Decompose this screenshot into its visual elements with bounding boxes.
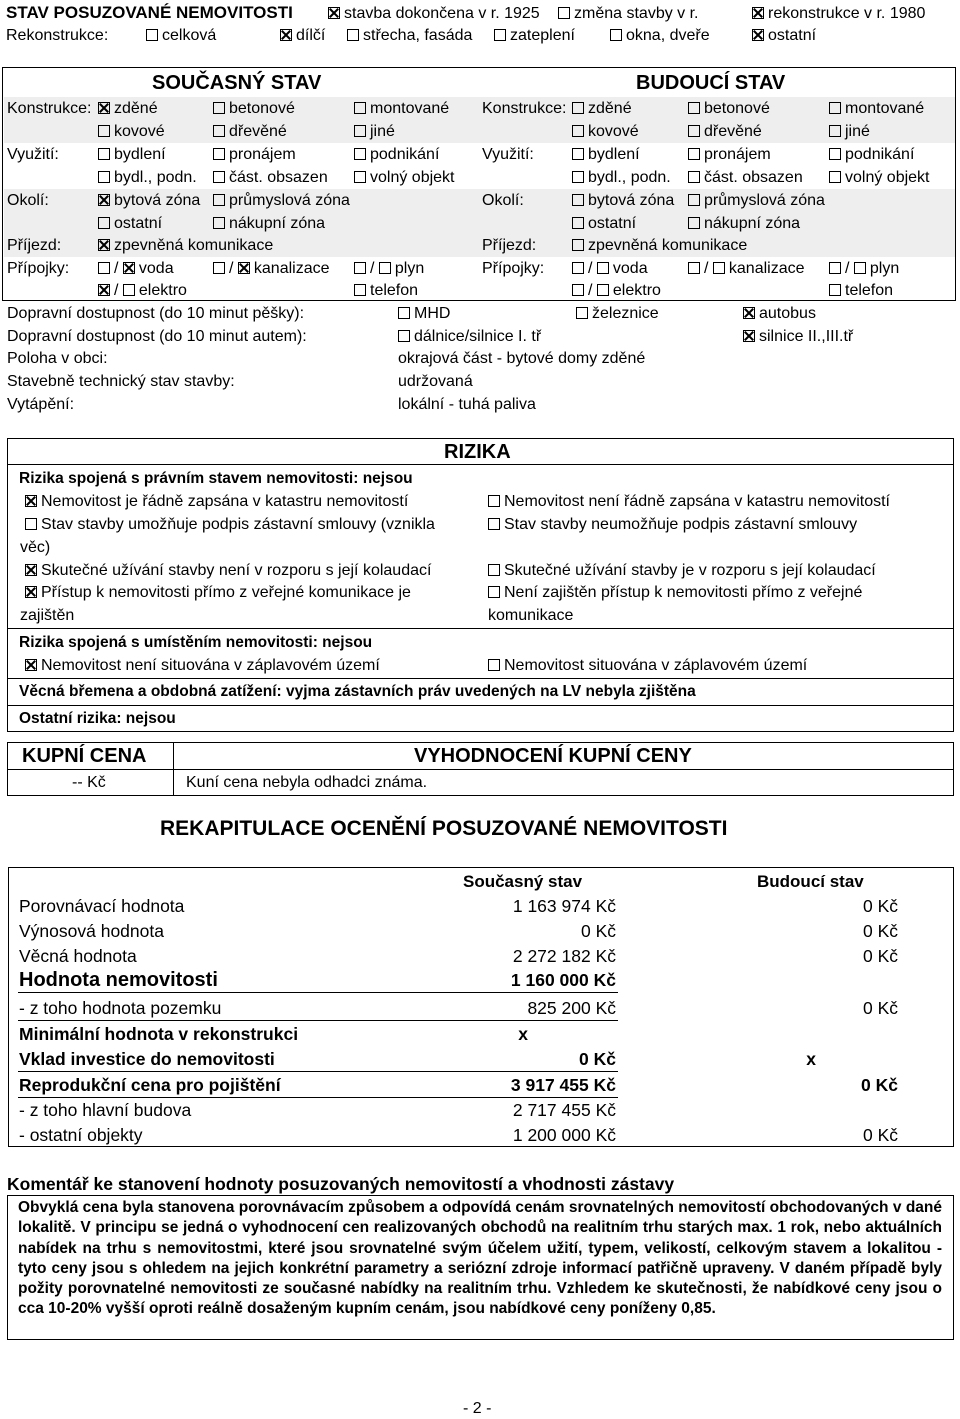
purchase-price-value: -- Kč — [72, 774, 106, 791]
okoli-label: Okolí: — [482, 192, 524, 209]
checkbox-icon — [398, 307, 410, 319]
risk-item: Nemovitost není řádně zapsána v katastru nemovitostí — [504, 493, 890, 510]
separator: / — [114, 260, 119, 277]
checkbox-icon — [488, 518, 500, 530]
checkbox-checked-icon — [752, 7, 764, 19]
checkbox-icon — [213, 171, 225, 183]
risks-divider — [8, 705, 953, 706]
checkbox-icon — [829, 125, 841, 137]
recap-row-underline — [18, 992, 618, 993]
option: elektro — [138, 282, 187, 299]
separator: / — [114, 282, 119, 299]
recap-row-label: Věcná hodnota — [19, 946, 137, 966]
checkbox-icon — [146, 29, 158, 41]
option: kovové — [114, 123, 165, 140]
recap-row-current: 825 200 Kč — [527, 998, 616, 1018]
checkbox-icon — [488, 564, 500, 576]
prijezd-label: Příjezd: — [482, 237, 537, 254]
recap-row-future: 0 Kč — [862, 998, 898, 1018]
recap-heading: REKAPITULACE OCENĚNÍ POSUZOVANÉ NEMOVITOSTI — [160, 817, 728, 840]
checkbox-icon — [98, 217, 110, 229]
option: voda — [612, 260, 648, 277]
recap-row-current: 1 163 974 Kč — [512, 896, 616, 916]
checkbox-icon — [576, 307, 588, 319]
option: kanalizace — [253, 260, 330, 277]
option: bytová zóna — [588, 192, 675, 209]
checkbox-icon — [829, 171, 841, 183]
checkbox-icon — [688, 171, 700, 183]
recap-row-current: 1 160 000 Kč — [510, 970, 616, 990]
option: kanalizace — [728, 260, 805, 277]
vyuziti-label: Využití: — [482, 146, 534, 163]
checkbox-icon — [572, 284, 584, 296]
checkbox-icon — [354, 148, 366, 160]
checkbox-icon — [572, 125, 584, 137]
car-label: Dopravní dostupnost (do 10 minut autem): — [7, 328, 307, 345]
checkbox-icon — [829, 284, 841, 296]
recon-option: okna, dveře — [626, 27, 710, 44]
recon-option: dílčí — [296, 27, 326, 44]
checkbox-icon — [558, 7, 570, 19]
recon-option: střecha, fasáda — [363, 27, 473, 44]
recap-row-future: x — [806, 1049, 816, 1069]
option: nákupní zóna — [704, 215, 801, 232]
risk-item-cont: komunikace — [488, 607, 574, 624]
current-state-heading: SOUČASNÝ STAV — [152, 72, 322, 94]
poloha-value: okrajová část - bytové domy zděné — [398, 350, 646, 367]
risk-item: Nemovitost je řádně zapsána v katastru nemovitostí — [41, 493, 409, 510]
checkbox-icon — [488, 586, 500, 598]
recon-option: celková — [162, 27, 217, 44]
recap-row-future: 0 Kč — [862, 946, 898, 966]
recap-row-future: 0 Kč — [862, 921, 898, 941]
risk-item-cont: věc) — [20, 539, 51, 556]
separator: / — [588, 260, 593, 277]
checkbox-icon — [572, 262, 584, 274]
checkbox-checked-icon — [328, 7, 340, 19]
option: plyn — [869, 260, 900, 277]
checkbox-icon — [98, 262, 110, 274]
walk-label: Dopravní dostupnost (do 10 minut pěšky): — [7, 305, 305, 322]
checkbox-icon — [123, 284, 135, 296]
checkbox-checked-icon — [98, 239, 110, 251]
checkbox-icon — [98, 171, 110, 183]
checkbox-icon — [398, 330, 410, 342]
risk-item: Skutečné užívání stavby je v rozporu s její kolaudací — [504, 562, 876, 579]
option: železnice — [592, 305, 659, 322]
checkbox-icon — [213, 217, 225, 229]
checkbox-icon — [829, 148, 841, 160]
checkbox-checked-icon — [98, 102, 110, 114]
checkbox-icon — [572, 171, 584, 183]
risk-item: Přístup k nemovitosti přímo z veřejné komunikace je — [41, 584, 411, 601]
konstrukce-label: Konstrukce: — [7, 100, 92, 117]
separator: / — [588, 282, 593, 299]
vytapeni-value: lokální - tuhá paliva — [398, 396, 536, 413]
checkbox-icon — [98, 148, 110, 160]
risk-item: Stav stavby umožňuje podpis zástavní smlouvy (vznikla — [41, 516, 435, 533]
checkbox-icon — [379, 262, 391, 274]
separator: / — [229, 260, 234, 277]
recap-row-current: 3 917 455 Kč — [510, 1075, 616, 1095]
okoli-label: Okolí: — [7, 192, 49, 209]
checkbox-icon — [354, 125, 366, 137]
option: montované — [845, 100, 925, 117]
risk-item-cont: zajištěn — [20, 607, 75, 624]
separator: / — [370, 260, 375, 277]
risk-item: Nemovitost není situována v záplavovém území — [41, 657, 380, 674]
option: pronájem — [704, 146, 771, 163]
checkbox-icon — [572, 239, 584, 251]
option: volný objekt — [845, 169, 930, 186]
checkbox-checked-icon — [123, 262, 135, 274]
option: část. obsazen — [229, 169, 328, 186]
checkbox-icon — [572, 102, 584, 114]
recap-row-future: 0 Kč — [861, 1075, 898, 1095]
checkbox-icon — [829, 262, 841, 274]
changed-year: změna stavby v r. — [574, 5, 699, 22]
checkbox-icon — [488, 495, 500, 507]
reconstruction-year: rekonstrukce v r. 1980 — [768, 5, 926, 22]
recon-option: zateplení — [510, 27, 575, 44]
risk-item: Stav stavby neumožňuje podpis zástavní smlouvy — [504, 516, 858, 533]
option: kovové — [588, 123, 639, 140]
recap-row-current: 0 Kč — [580, 921, 616, 941]
risk-item: Není zajištěn přístup k nemovitosti přímo z veřejné — [504, 584, 863, 601]
recap-row-current: 1 200 000 Kč — [512, 1125, 616, 1145]
vyuziti-label: Využití: — [7, 146, 59, 163]
price-evaluation-text: Kuní cena nebyla odhadci známa. — [186, 774, 428, 791]
recap-row-current: x — [518, 1024, 528, 1044]
checkbox-icon — [572, 194, 584, 206]
comment-heading: Komentář ke stanovení hodnoty posuzovaných nemovitostí a vhodnosti zástavy — [7, 1174, 675, 1194]
recap-row-label: Porovnávací hodnota — [19, 896, 185, 916]
separator: / — [704, 260, 709, 277]
option: bytová zóna — [114, 192, 201, 209]
option: část. obsazen — [704, 169, 803, 186]
col-current: Současný stav — [463, 872, 583, 891]
option: bydlení — [114, 146, 166, 163]
checkbox-icon — [713, 262, 725, 274]
poloha-label: Poloha v obci: — [7, 350, 108, 367]
risks-divider — [8, 678, 953, 679]
easements-text: Věcná břemena a obdobná zatížení: vyjma zástavních práv uvedených na LV nebyla zjištěna — [19, 683, 696, 700]
checkbox-icon — [213, 194, 225, 206]
recap-row-label: - ostatní objekty — [19, 1125, 143, 1145]
checkbox-checked-icon — [98, 284, 110, 296]
recap-row-future: 0 Kč — [862, 1125, 898, 1145]
page-number: - 2 - — [463, 1400, 492, 1417]
option: telefon — [845, 282, 894, 299]
checkbox-icon — [572, 148, 584, 160]
option: MHD — [414, 305, 451, 322]
konstrukce-label: Konstrukce: — [482, 100, 567, 117]
checkbox-icon — [354, 102, 366, 114]
future-state-heading: BUDOUCÍ STAV — [636, 72, 786, 94]
checkbox-icon — [572, 217, 584, 229]
option: montované — [370, 100, 450, 117]
checkbox-checked-icon — [238, 262, 250, 274]
checkbox-icon — [688, 217, 700, 229]
checkbox-icon — [213, 102, 225, 114]
checkbox-checked-icon — [25, 495, 37, 507]
checkbox-checked-icon — [743, 330, 755, 342]
price-divider — [8, 769, 953, 770]
checkbox-icon — [829, 102, 841, 114]
separator: / — [845, 260, 850, 277]
checkbox-icon — [688, 194, 700, 206]
option: dřevěné — [229, 123, 287, 140]
option: zpevněná komunikace — [114, 237, 274, 254]
option: bydlení — [588, 146, 640, 163]
option: dálnice/silnice I. tř — [414, 328, 542, 345]
recap-row-label: - z toho hlavní budova — [19, 1100, 192, 1120]
option: zděné — [114, 100, 158, 117]
option: silnice II.,III.tř — [759, 328, 854, 345]
checkbox-checked-icon — [25, 659, 37, 671]
recap-row-label: - z toho hodnota pozemku — [19, 998, 222, 1018]
checkbox-icon — [213, 262, 225, 274]
checkbox-checked-icon — [25, 564, 37, 576]
option: telefon — [370, 282, 419, 299]
other-risks-text: Ostatní rizika: nejsou — [19, 710, 176, 727]
recon-option: ostatní — [768, 27, 817, 44]
recap-row-current: 2 717 455 Kč — [512, 1100, 616, 1120]
stav-value: udržovaná — [398, 373, 473, 390]
option: betonové — [229, 100, 295, 117]
checkbox-icon — [610, 29, 622, 41]
checkbox-icon — [688, 148, 700, 160]
checkbox-icon — [488, 659, 500, 671]
legal-risk-heading: Rizika spojená s právním stavem nemovitosti: nejsou — [19, 470, 413, 487]
recap-row-label: Hodnota nemovitosti — [19, 969, 218, 991]
option: elektro — [612, 282, 661, 299]
option: voda — [138, 260, 174, 277]
checkbox-checked-icon — [743, 307, 755, 319]
option: pronájem — [229, 146, 296, 163]
built-year: stavba dokončena v r. 1925 — [344, 5, 540, 22]
option: autobus — [759, 305, 816, 322]
checkbox-icon — [347, 29, 359, 41]
option: nákupní zóna — [229, 215, 326, 232]
checkbox-icon — [688, 102, 700, 114]
recap-row-label: Vklad investice do nemovitosti — [19, 1049, 275, 1069]
option: podnikání — [845, 146, 915, 163]
col-future: Budoucí stav — [757, 872, 864, 891]
option: jiné — [845, 123, 870, 140]
option: dřevěné — [704, 123, 762, 140]
option: jiné — [370, 123, 395, 140]
risk-item: Nemovitost situována v záplavovém území — [504, 657, 808, 674]
option: plyn — [394, 260, 425, 277]
option: bydl., podn. — [588, 169, 671, 186]
recap-row-underline — [18, 1020, 618, 1021]
recon-label: Rekonstrukce: — [6, 27, 109, 44]
option: průmyslová zóna — [229, 192, 350, 209]
checkbox-icon — [213, 125, 225, 137]
prijezd-label: Příjezd: — [7, 237, 62, 254]
stav-label: Stavebně technický stav stavby: — [7, 373, 235, 390]
purchase-price-heading: KUPNÍ CENA — [22, 745, 147, 767]
checkbox-icon — [597, 284, 609, 296]
checkbox-checked-icon — [752, 29, 764, 41]
risks-heading: RIZIKA — [444, 441, 511, 463]
recap-row-label: Reprodukční cena pro pojištění — [19, 1075, 281, 1095]
recap-row-label: Minimální hodnota v rekonstrukci — [19, 1024, 299, 1044]
vytapeni-label: Vytápění: — [7, 396, 75, 413]
recap-row-underline — [18, 1071, 618, 1072]
checkbox-icon — [597, 262, 609, 274]
checkbox-icon — [688, 262, 700, 274]
location-risk-heading: Rizika spojená s umístěním nemovitosti: nejsou — [19, 634, 373, 651]
checkbox-icon — [354, 284, 366, 296]
comment-text: Obvyklá cena byla stanovena porovnávacím způsobem a odpovídá cenám srovnatelných nemovitostí obchodovaných v dané lokalitě. V principu se jedná o vyhodnocení cen realizovaných obchodů na realitním trhu starých max. 1 rok, nebo aktuálních nabídek na trhu s nemovitostmi, které jsou srovnatelné svým účelem užití, typem, velikostí, celkovým stavem a lokalitou - tyto ceny jsou s ohledem na jejich konkrétní parametry a seriózní zdroje informací patřičně upraveny. V daném případě byly požity porovnatelné nemovitosti ze současné nabídky na realitním trhu. Vzhledem ke skutečnosti, že nabídkové ceny jsou o cca 10-20% vyšší oproti reálně dosaženým kupním cenám, jsou nabídkové ceny poníženy 0,85. — [18, 1199, 942, 1318]
option: bydl., podn. — [114, 169, 197, 186]
pripojky-label: Přípojky: — [7, 260, 70, 277]
option: zpevněná komunikace — [588, 237, 748, 254]
recap-row-label: Výnosová hodnota — [19, 921, 164, 941]
option: ostatní — [114, 215, 163, 232]
option: ostatní — [588, 215, 637, 232]
risks-divider — [8, 628, 953, 629]
recap-row-future: 0 Kč — [862, 896, 898, 916]
page-title: STAV POSUZOVANÉ NEMOVITOSTI — [6, 3, 293, 22]
option: zděné — [588, 100, 632, 117]
risk-item: Skutečné užívání stavby není v rozporu s její kolaudací — [41, 562, 432, 579]
option: průmyslová zóna — [704, 192, 825, 209]
checkbox-icon — [354, 262, 366, 274]
checkbox-icon — [98, 125, 110, 137]
recap-row-current: 0 Kč — [579, 1049, 616, 1069]
option: volný objekt — [370, 169, 455, 186]
pripojky-label: Přípojky: — [482, 260, 545, 277]
checkbox-icon — [854, 262, 866, 274]
checkbox-icon — [25, 518, 37, 530]
checkbox-checked-icon — [98, 194, 110, 206]
risks-divider — [8, 464, 953, 465]
checkbox-icon — [688, 125, 700, 137]
price-evaluation-heading: VYHODNOCENÍ KUPNÍ CENY — [414, 745, 692, 767]
checkbox-icon — [213, 148, 225, 160]
checkbox-icon — [354, 171, 366, 183]
checkbox-icon — [494, 29, 506, 41]
recap-row-current: 2 272 182 Kč — [512, 946, 616, 966]
option: podnikání — [370, 146, 440, 163]
option: betonové — [704, 100, 770, 117]
checkbox-checked-icon — [280, 29, 292, 41]
checkbox-checked-icon — [25, 586, 37, 598]
